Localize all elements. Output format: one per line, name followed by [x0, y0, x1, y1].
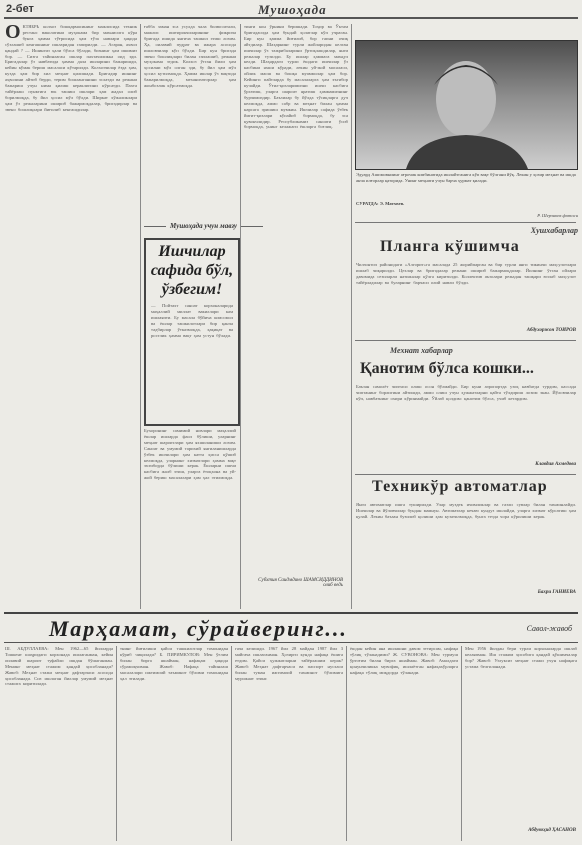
- qa-col-2: тнинг йиғилиши қайси ташкилотлар томонидан кўриб чиқилади? Б. ПИРИМКУЛОВ: Мен ўғлим билан бирга яшайман, нафақам ҳақида сўрамоқчиман. Жавоб: Нафақа тайинлаш масалалари ижтимоий таъминот бўлими томонидан ҳал этилади.: [120, 646, 228, 681]
- section-label-labor: Мехнат хабарлар: [390, 346, 453, 355]
- column-divider: [351, 24, 352, 609]
- article-2-headline: Қанотим бўлса кошки...: [360, 360, 534, 377]
- article-col-2-top: [144, 24, 236, 214]
- page-number: 2-бет: [6, 3, 34, 15]
- article-1-signature: Абдухоржон ТОИРОВ: [526, 328, 576, 333]
- article-1-headline: Планга кўшимча: [380, 238, 520, 255]
- column-divider: [140, 24, 141, 609]
- section-label-news: Хушхабарлар: [530, 226, 578, 235]
- column-divider: [116, 646, 117, 841]
- quote-box: [144, 238, 240, 426]
- portrait-photo: [355, 40, 578, 170]
- dropcap: О: [5, 24, 21, 43]
- section-rule: [355, 340, 576, 341]
- column-divider: [461, 646, 462, 841]
- article-3-text: Янги автоматлар ишга туширилди. Улар муздек ичимликлар ва газли сувлар билан таъминлайди. Ишчилар ва йўловчилар бундан мамнун. Автоматлар кечаю кундуз ишлайди, уларга хизмат кўрсатиш ҳам қулай. Лекин баъзан бузилиб қолиши ҳам кузатилмоқда, бунга тезда чора кўрилиши керак.: [356, 502, 576, 519]
- portrait-illustration: [356, 41, 577, 169]
- qa-col-4: ёшдан кейин яна ишлашни давом эттирсам, нафақа тўлиқ тўланадими? Ж. СУВОНОВА: Мен турмуш ўртоғим билан бирга яшайман. Жавоб: Амалдаги қонунчиликка мувофиқ, ишлаётган нафақахўрларга нафақа тўлиқ миқдорда тўланади.: [350, 646, 458, 675]
- article-3-body: [356, 502, 576, 586]
- qa-signature: Абдувоҳид ҲАСАНОВ: [528, 828, 576, 833]
- article-col-3: [244, 24, 348, 574]
- section-label-topic: Мушоҳада учун мавзу: [140, 222, 267, 230]
- column-divider: [231, 646, 232, 841]
- article-col-1-text: КТЯБРЬ колхоз бошқармасининг мажлисида техник рестанс ваколатини муҳокама бир маънисига кўра бунга ҳамма тўғрисида ҳам ғўза навлари ҳақида сўзлашиб кенгашнинг ишларидан гапирилди. — Агаран, ахвол қандай ? — Ишингиз ҳали бўлса бўлади, бизнинг ҳам ишимиз бор. — Сизга тайинлаган ишлар пахтачиликка оид эди. Бригадалар ўз навбатида ҳамма дала ишларини бажаришди, кейин кўмак бериш масаласи кўтарилди. Колхозчилар ёзда ҳам, кузда ҳам бир хил меҳнат қилишади. Бригадир ишнинг аҳволини айтиб берди, терим бошланганини эслатди ва режани бажариш учун нима қилиш кераклигини кўрсатди. Пахта тайёрлаш пунктига юк ташиш ишлари ҳам жадал олиб борилмоқда, бу йил ҳосил мўл бўлди. Ширкат хўжаликлари ҳам ўз режаларини ошириб бажармоқдалар, бригадирлар ва звено бошлиқлари йиғилиб кенгашдилар.: [5, 24, 137, 112]
- qa-banner-rubric: Савол-жавоб: [526, 624, 572, 633]
- header-rule: [4, 17, 578, 19]
- qa-banner: [4, 612, 578, 643]
- quote-headline: Ишчилар сафида бўл, ўзбегим!: [150, 243, 234, 298]
- article-3-signature: Бахри ГАНИЕВА: [537, 590, 576, 595]
- column-divider: [346, 646, 347, 841]
- photo-caption: Эдуард Ашпмовниинг ағрочик комбинатида ишлайтганига кўп вақт бўлгани йўқ. Лекин у ҳозир меҳнат ва ишда анча илғорлар қаторида. Унинг меҳнати учун барча ҳурмат қилади.: [356, 172, 576, 183]
- masthead: Мушоҳада: [258, 2, 327, 17]
- article-col-1: [5, 24, 137, 609]
- qa-col-5: Мен 1956 йилдан бери турли корхоналарда ишлаб келаяпман. Иш стажим ҳисобига қандай қўшимчалар бор? Жавоб: Узлуксиз меҳнат стажи учун нафақага устама белгиланади.: [465, 646, 577, 669]
- section-rule: [355, 474, 576, 475]
- qa-col-3: гача келишди. 1967 йил 28 майдан 1987 йил 3 майгача ишлаганман. Ҳозирги кунда нафақа ёшига етдим. Қайси ҳужжатларни тайёрлашим керак? Жавоб: Меҳнат дафтарчаси ва паспорт нусхаси билан туман ижтимоий таъминот бўлимига мурожаат этинг.: [235, 646, 343, 681]
- article-1-text: Чилзонтоп районидаги «Алгорит»га масалада 25 жорийпарган ва бир турли янги тикинчи маҳсулотлари ишлаб чиқарилди. Цехлар ва бригадалар режани ошириб бажармоқдалар. Йилнинг ўтган ойлари давомида сезиларли натижалар қўлга киритилди. Коллектив аъзолари режадан ташқари юзлаб маҳсулот тайёрладилар ва буларнинг барчаси олий навли бўлди.: [356, 262, 576, 285]
- photo-caption-credit: СУРАТДА: Э. Матхвев.: [356, 201, 405, 206]
- col2-signature-name: Субхтия Саидмдино ШАМСИДДИНОВ: [258, 578, 343, 583]
- article-2-text: Баъзан самолёт чиптаси олиш осон бўлмайди. Бир куни аэропортда узоқ навбатда турдим, кассада чиптанинг борлигини айтишди, аммо олиш учун ҳужжатларни қайта тўлдириш лозим экан. Йўловчилар кўп, навбатнинг охири кўринмайди. Ўйлаб қолдим: қанотим бўлса, учиб кетардим.: [356, 384, 576, 401]
- article-col-2-text2: Бухоронинг самимий новлари маҳаллий ёшлар ишларда фаол бўлиши, уларнинг меҳнат шароитлари ҳам яхшиланиши лозим. Саноат ва умумий тарихий янгиланишларда ўзбек ишчилари ҳам катта ҳисса қўшиб келмоқда, уларнинг хизматлари ҳамма вақт эътиборда бўлиши керак. Ёшларни ишчи касбига жалб этиш, уларга ётоқхона ва уй-жой бериш масалалари ҳам ҳал этилмоқда.: [144, 428, 236, 481]
- article-1-body: [356, 262, 576, 324]
- col2-signature-role: олиб ведь: [323, 583, 343, 588]
- article-col-2-text: ғабба заман эса усулда чала билвоситали, мажлис иштирокчиларининг фикрича бригада ишида янгича ташкил этиш лозим. Ҳа, оилавий пудрат ва ижара асосида ишловчилар кўп бўлди. Бир кун бригада звено бошлиқлари билан гаплашиб, режани муҳокама этдик. Колхоз ўтган йили ҳам ҳосилни мўл олган эди, бу йил ҳам мўл ҳосил кутилмоқда. Ҳамма ишлар ўз вақтида бажарилмоқда, механизаторлар ҳам жонбозлик кўрсатмоқда.: [144, 24, 236, 89]
- qa-col-1: Ш. АБДУЛЛАЕВА: Мен 1962—65 йилларда Тошкент шаҳридаги корхонада ишлаганман, кейин оилавий шароит туфайли ишдан бўшаганман. Менинг меҳнат стажим қандай ҳисобланади? Жавоб: Меҳнат стажи меҳнат дафтарчаси асосида ҳисобланади. Сиз ишлаган йиллар умумий меҳнат стажига киритилади.: [5, 646, 113, 687]
- article-col-2-bottom: [144, 428, 236, 603]
- column-divider: [240, 24, 241, 609]
- photo-credit: Р. Шерзипев фотоси: [537, 213, 578, 218]
- article-2-signature: Клавдия Ахмедова: [535, 462, 576, 467]
- col2-signature: [238, 578, 343, 588]
- article-2-body: [356, 384, 576, 458]
- article-col-3-text: тинги кон ўрнини беришади. Тоҳир ва Ўктам бригадасида ҳам бундай ҳолатлар кўп учраган. Бир кун ҳамма йиғилиб, бор гапни очиқ айтдилар. Шаҳарнинг турли жойларидан келган ишчилар ўз тажрибаларини ўртоқлашдилар, янги режалар тузилди. Бу ишлар ҳаммага маъқул келди. Шаҳардаги турли ёшдаги ишчилар ўз касбини яхши кўради, лекин уй-жой масаласи, ойлик маош ва бошқа муаммолар ҳам бор. Кейинги пайтларда бу масалаларга ҳам эътибор кучайди. Ўғил-қизларимизни ишчи касбига ўргатиш, уларга шароит яратиш ҳаммамизнинг бурчимиздир. Баъзилар бу йўлда тўсиқларга дуч келмоқда, аммо сабр ва меҳнат билан ҳамма нарсага эришиш мумкин. Ишчилар сафида ўзбек йигит-қизлари кўпайиб бормоқда, бу эса қувончлидир. Республикамиз саноати ўсиб бормоқда, унинг келажаги ёшларга боғлиқ.: [244, 24, 348, 130]
- qa-banner-title: Марҳамат, сўрайверинг...: [49, 616, 348, 641]
- section-rule: [355, 222, 576, 223]
- quote-text: — Пойтахт саноат корхоналарида маҳаллий миллат вакиллари кам ишлаяпти. Бу масала бўйича комсомол ва ёшлар ташкилотлари бир қанча тадбирлар ўтказмоқда, ҳақиқат ва ростлик ҳамма вақт ҳам устун бўлади.: [151, 303, 233, 338]
- article-3-headline: Техникўр автоматлар: [372, 478, 548, 495]
